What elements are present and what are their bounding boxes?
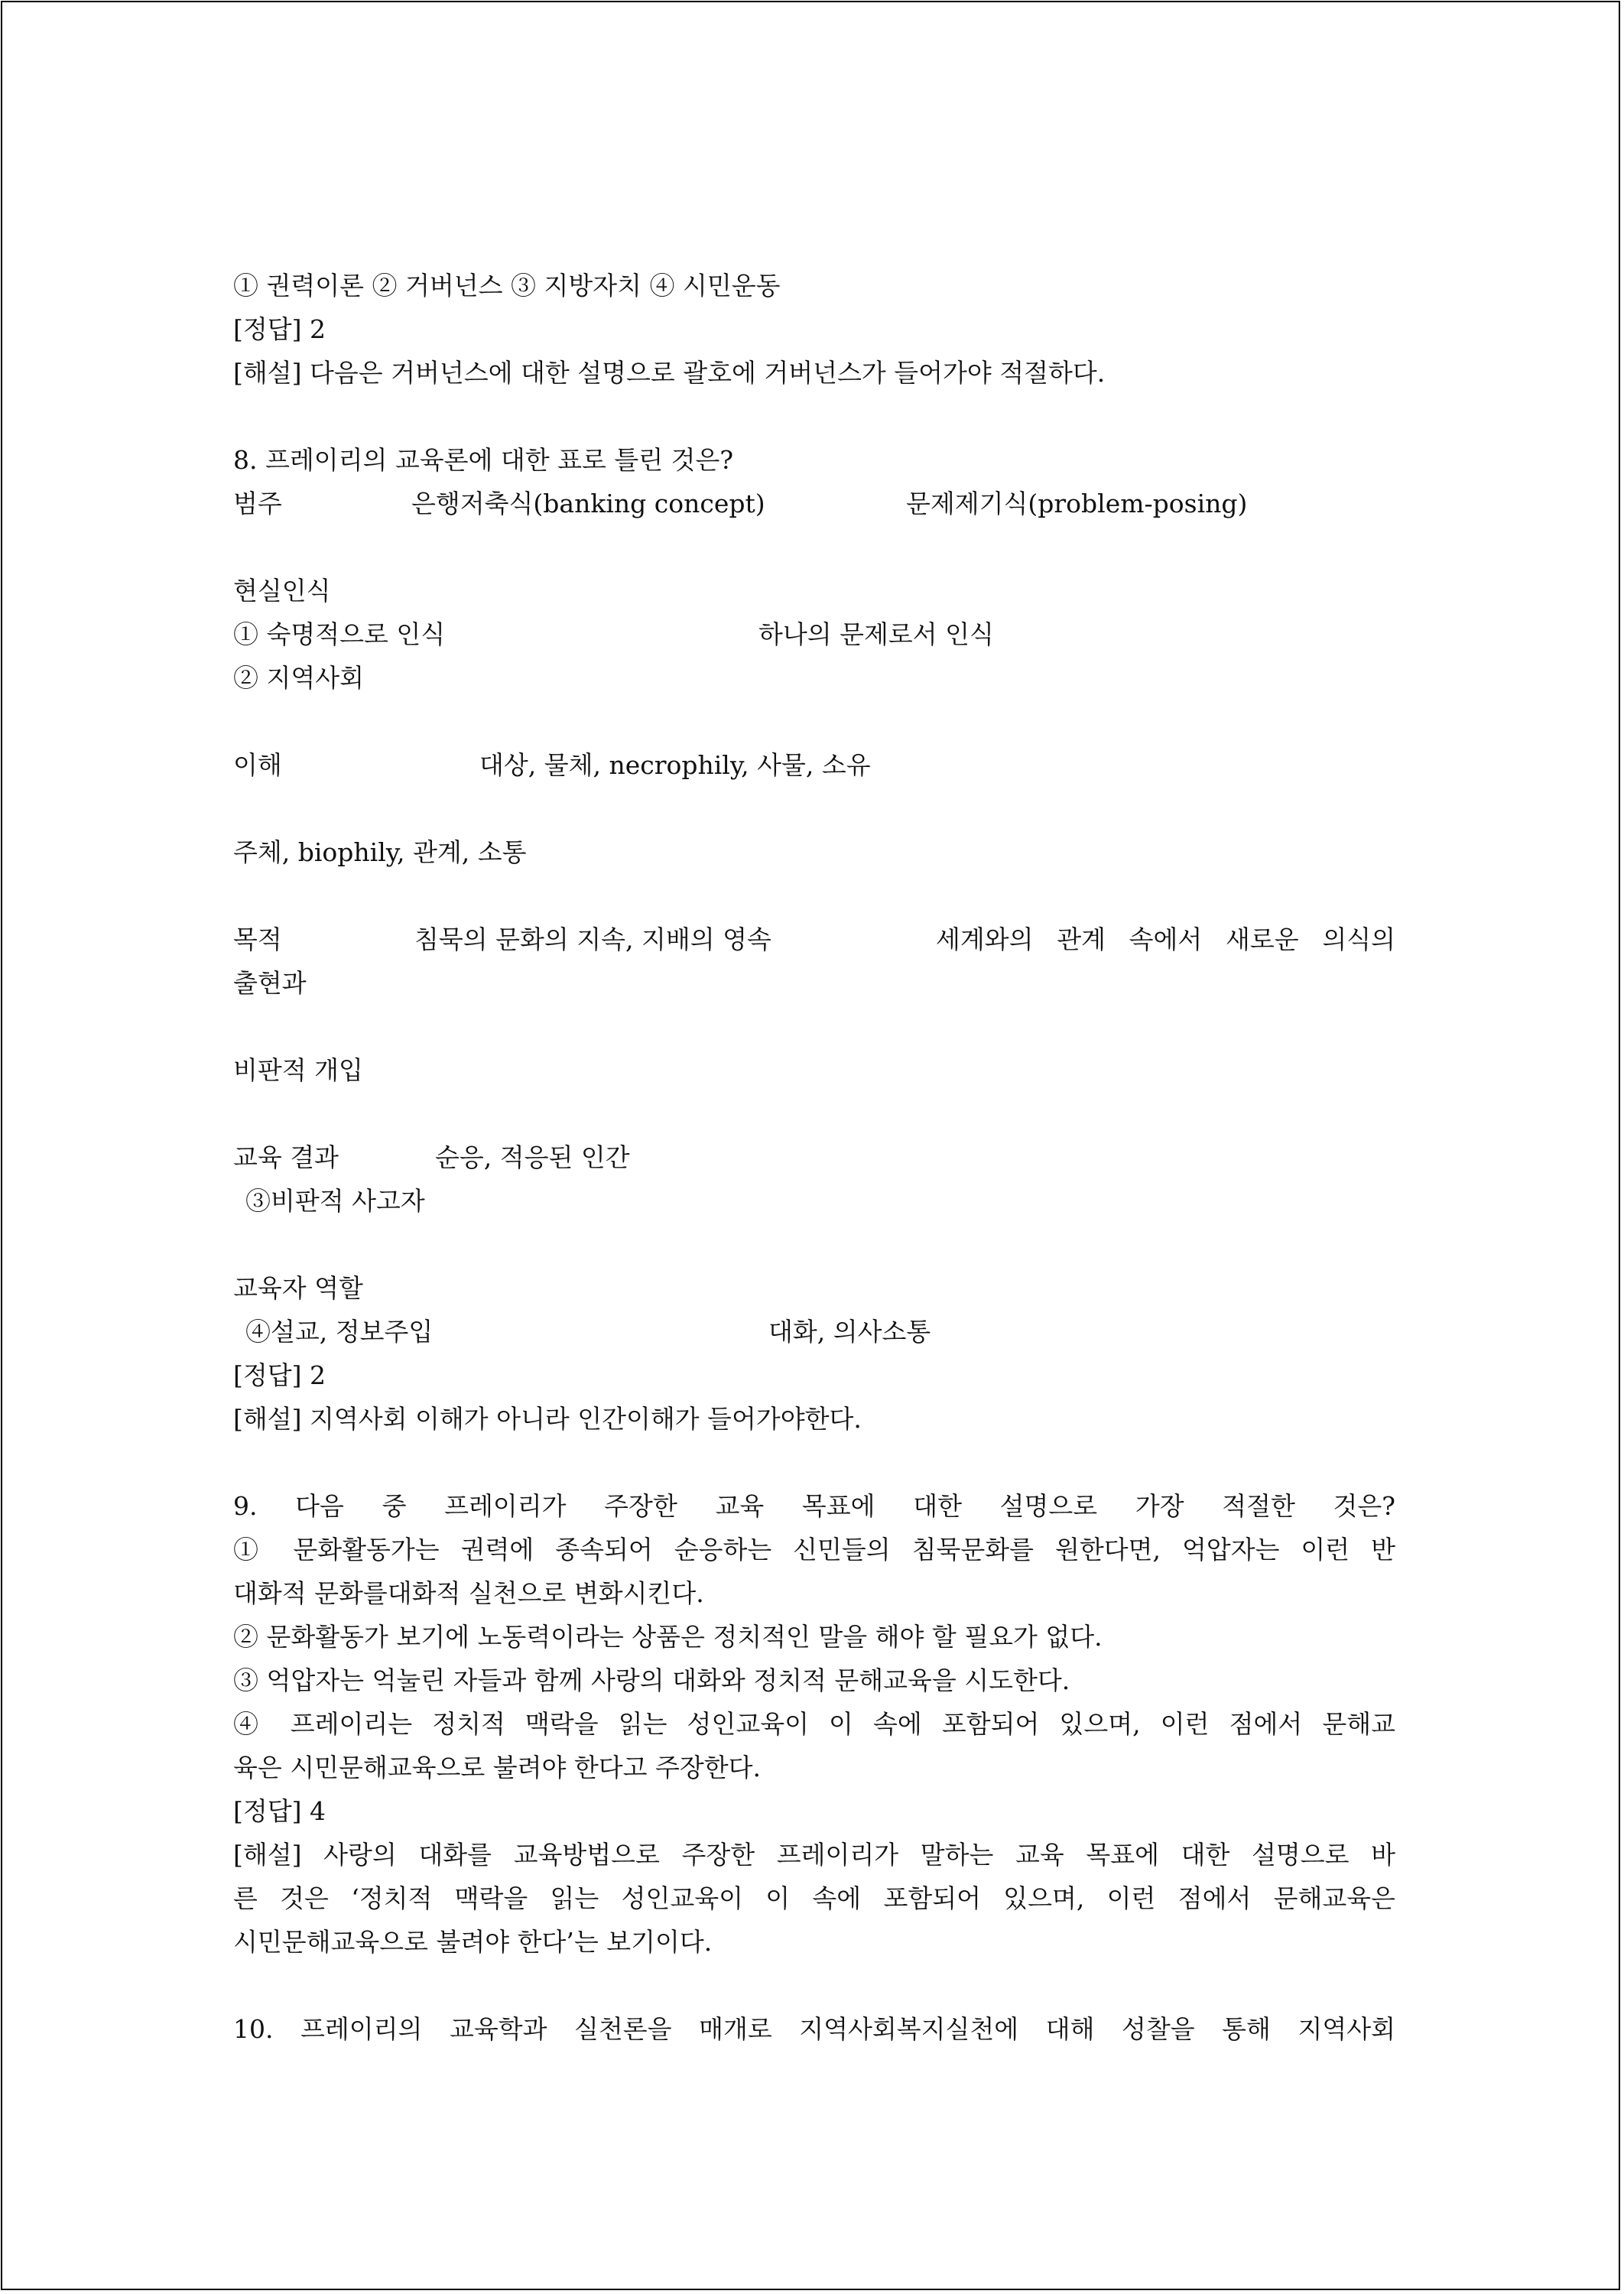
q8-reality-row: [233, 612, 1395, 656]
q8-understanding-banking: 대상, 물체, necrophily, 사물, 소유: [479, 750, 871, 780]
q8-purpose-label: 목적: [233, 924, 282, 954]
q8-purpose-banking: 침묵의 문화의 지속, 지배의 영속: [414, 924, 771, 954]
q9-option1-line1: ① 문화활동가는 권력에 종속되어 순응하는 신민들의 침묵문화를 원한다면, 억압자는 이런 반: [233, 1535, 1395, 1565]
q9-option4-line2: 육은 시민문해교육으로 불려야 한다고 주장한다.: [233, 1753, 762, 1782]
q8-option3: ③비판적 사고자: [245, 1186, 425, 1216]
q8-question: 8. 프레이리의 교육론에 대한 표로 틀린 것은?: [233, 445, 734, 475]
q8-reality-label: 현실인식: [233, 576, 331, 606]
q7-options: ① 권력이론 ② 거버넌스 ③ 지방자치 ④ 시민운동: [233, 271, 781, 301]
q7-explanation: [해설] 다음은 거버넌스에 대한 설명으로 괄호에 거버넌스가 들어가야 적절하다.: [233, 358, 1106, 388]
q8-reality-option1: ① 숙명적으로 인식: [233, 619, 446, 649]
q8-role-label: 교육자 역할: [233, 1273, 363, 1303]
q7-answer: [정답] 2: [233, 314, 326, 344]
q8-critical-line: 비판적 개입: [233, 1055, 363, 1085]
q8-purpose-continued: 출현과: [233, 968, 307, 998]
q8-understanding-row: [233, 743, 1395, 787]
q8-purpose-problem: 세계와의 관계 속에서 새로운 의식의: [936, 924, 1395, 954]
q8-header-category: 범주: [233, 489, 282, 518]
q8-subject-line: 주체, biophily, 관계, 소통: [233, 837, 527, 867]
q9-answer: [정답] 4: [233, 1796, 326, 1826]
q9-option3: ③ 억압자는 억눌린 자들과 함께 사랑의 대화와 정치적 문해교육을 시도한다.: [233, 1665, 1070, 1695]
q8-result-banking: 순응, 적응된 인간: [435, 1142, 630, 1172]
q9-option4-line1: ④ 프레이리는 정치적 맥락을 읽는 성인교육이 이 속에 포함되어 있으며, 이런 점에서 문해교: [233, 1709, 1395, 1739]
q9-question: 9. 다음 중 프레이리가 주장한 교육 목표에 대한 설명으로 가장 적절한 것은?: [233, 1491, 1395, 1521]
q8-answer: [정답] 2: [233, 1360, 326, 1390]
q8-purpose-row: [233, 918, 1395, 961]
q8-understanding-label: 이해: [233, 750, 282, 780]
q8-explanation: [해설] 지역사회 이해가 아니라 인간이해가 들어가야한다.: [233, 1404, 862, 1434]
q9-option1-line2: 대화적 문화를대화적 실천으로 변화시킨다.: [233, 1578, 704, 1608]
q10-question: 10. 프레이리의 교육학과 실천론을 매개로 지역사회복지실천에 대해 성찰을 통해 지역사회: [233, 2014, 1395, 2044]
q8-table-header: [233, 482, 1395, 525]
q8-header-banking: 은행저축식(banking concept): [411, 489, 765, 518]
document-body: [233, 264, 1395, 2051]
q8-result-row: [233, 1136, 1395, 1179]
q9-option2: ② 문화활동가 보기에 노동력이라는 상품은 정치적인 말을 해야 할 필요가 없다.: [233, 1622, 1103, 1652]
q9-explanation-line3: 시민문해교육으로 불려야 한다’는 보기이다.: [233, 1927, 713, 1957]
q8-role-row: [233, 1310, 1395, 1353]
q8-result-label: 교육 결과: [233, 1142, 339, 1172]
q9-explanation-line1: [해설] 사랑의 대화를 교육방법으로 주장한 프레이리가 말하는 교육 목표에 대한 설명으로 바: [233, 1840, 1395, 1870]
q8-header-problem: 문제제기식(problem-posing): [906, 489, 1248, 518]
q8-reality-problem: 하나의 문제로서 인식: [758, 619, 994, 649]
q8-role-problem: 대화, 의사소통: [768, 1317, 931, 1347]
q9-explanation-line2: 른 것은 ‘정치적 맥락을 읽는 성인교육이 이 속에 포함되어 있으며, 이런 점에서 문해교육은: [233, 1883, 1395, 1913]
q8-role-option4: ④설교, 정보주입: [245, 1317, 434, 1347]
q8-option2: ② 지역사회: [233, 663, 365, 693]
